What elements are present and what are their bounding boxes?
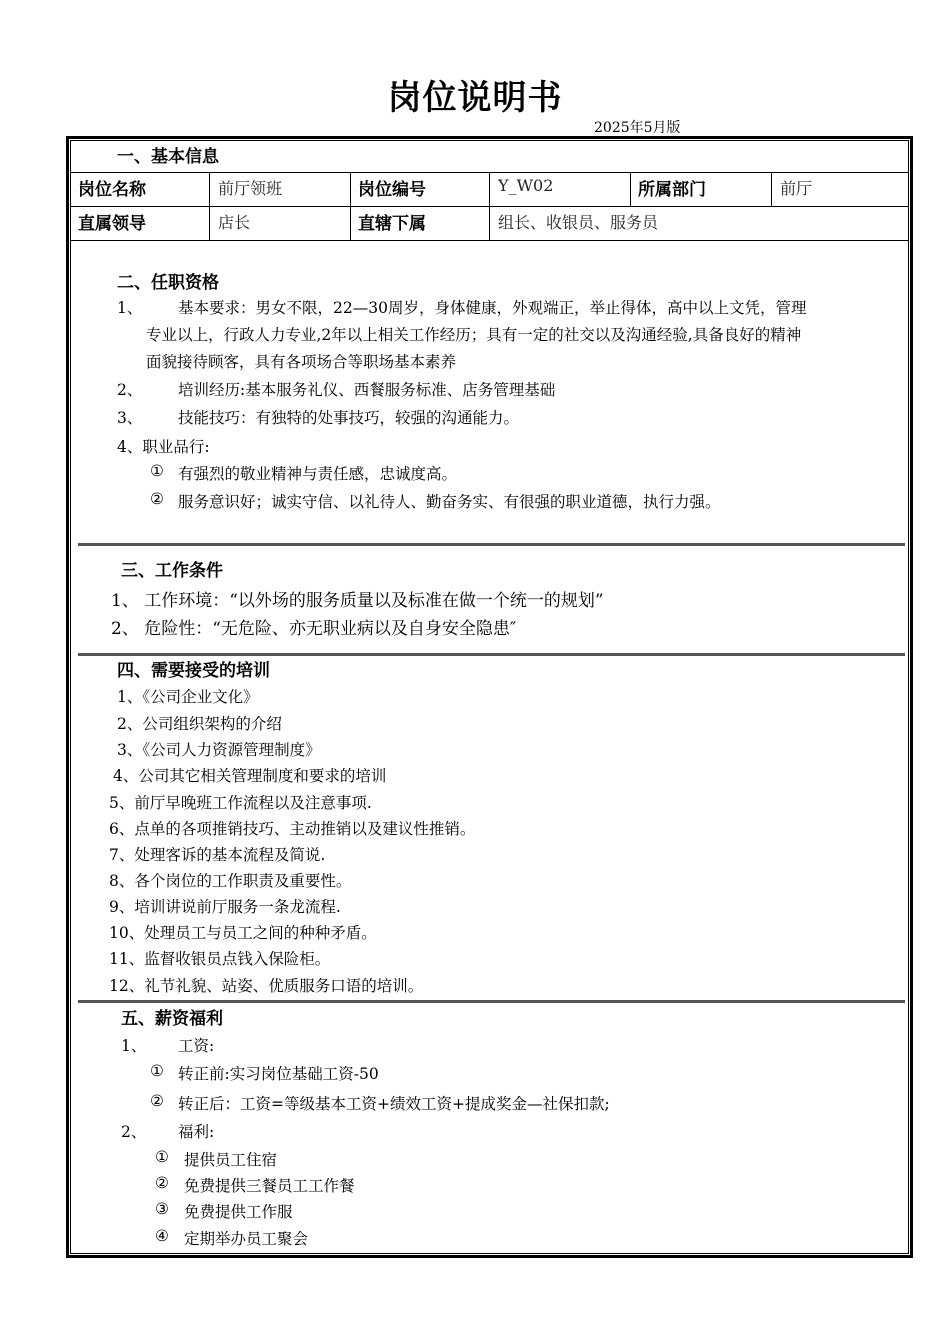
qualification-item-number: 1、 bbox=[117, 299, 143, 317]
wage-marker: ② bbox=[150, 1092, 164, 1110]
section-basic-info-heading: 一、基本信息 bbox=[117, 147, 219, 167]
qualification-basic-requirements-cont: 面貌接待顾客，具有各项场合等职场基本素养 bbox=[146, 353, 457, 371]
training-item: 1、《公司企业文化》 bbox=[117, 688, 259, 706]
training-item: 10、处理员工与员工之间的种种矛盾。 bbox=[109, 924, 377, 942]
salary-item-number: 2、 bbox=[121, 1123, 147, 1141]
edition-date: 2025年5月版 bbox=[594, 120, 681, 136]
table-column-divider bbox=[209, 172, 210, 240]
training-item: 4、公司其它相关管理制度和要求的培训 bbox=[113, 767, 387, 785]
section-qualification-heading: 二、任职资格 bbox=[117, 273, 219, 293]
benefit-item: 定期举办员工聚会 bbox=[184, 1230, 309, 1248]
qualification-training-experience: 培训经历:基本服务礼仪、西餐服务标准、店务管理基础 bbox=[178, 381, 556, 399]
benefit-marker: ③ bbox=[155, 1200, 169, 1218]
benefit-marker: ② bbox=[155, 1174, 169, 1192]
section-salary-heading: 五、薪资福利 bbox=[121, 1009, 223, 1029]
training-item: 11、监督收银员点钱入保险柜。 bbox=[109, 950, 331, 968]
position-code-label: 岗位编号 bbox=[358, 180, 426, 200]
section-training-heading: 四、需要接受的培训 bbox=[117, 661, 270, 681]
benefit-marker: ① bbox=[155, 1148, 169, 1166]
table-column-divider bbox=[350, 172, 351, 240]
conduct-item: 服务意识好；诚实守信、以礼待人、勤奋务实、有很强的职业道德，执行力强。 bbox=[178, 493, 721, 511]
table-column-divider bbox=[630, 172, 631, 206]
benefit-marker: ④ bbox=[155, 1227, 169, 1245]
training-item: 9、培训讲说前厅服务一条龙流程. bbox=[109, 898, 341, 916]
section-divider bbox=[78, 543, 905, 546]
wage-marker: ① bbox=[150, 1062, 164, 1080]
position-name-label: 岗位名称 bbox=[78, 180, 146, 200]
benefit-item: 免费提供三餐员工工作餐 bbox=[184, 1177, 355, 1195]
conduct-item: 有强烈的敬业精神与责任感，忠诚度高。 bbox=[178, 465, 458, 483]
training-item: 8、各个岗位的工作职责及重要性。 bbox=[109, 872, 352, 890]
position-code-value: Y_W02 bbox=[498, 176, 554, 195]
qualification-conduct: 4、职业品行: bbox=[117, 438, 210, 456]
wage-after-regular: 转正后：工资=等级基本工资+绩效工资+提成奖金—社保扣款; bbox=[178, 1095, 610, 1113]
condition-environment: 1、 工作环境：“以外场的服务质量以及标准在做一个统一的规划” bbox=[111, 591, 604, 611]
qualification-item-number: 2、 bbox=[117, 381, 143, 399]
condition-hazards: 2、 危险性：“无危险、亦无职业病以及自身安全隐患″ bbox=[111, 619, 517, 639]
table-divider bbox=[70, 240, 909, 241]
salary-benefit-label: 福利: bbox=[178, 1123, 215, 1141]
conduct-marker: ② bbox=[150, 490, 164, 508]
section-divider bbox=[78, 1000, 905, 1003]
qualification-skills: 技能技巧：有独特的处事技巧，较强的沟通能力。 bbox=[178, 409, 520, 427]
document-title: 岗位说明书 bbox=[387, 78, 563, 118]
conduct-marker: ① bbox=[150, 462, 164, 480]
subordinates-label: 直辖下属 bbox=[358, 214, 426, 234]
training-item: 2、公司组织架构的介绍 bbox=[117, 715, 282, 733]
qualification-item-number: 3、 bbox=[117, 409, 143, 427]
department-value: 前厅 bbox=[780, 179, 813, 198]
subordinates-value: 组长、收银员、服务员 bbox=[498, 213, 659, 232]
table-column-divider bbox=[489, 172, 490, 240]
salary-wage-label: 工资: bbox=[178, 1037, 215, 1055]
training-item: 7、处理客诉的基本流程及简说. bbox=[109, 846, 326, 864]
qualification-basic-requirements: 基本要求：男女不限，22—30周岁，身体健康，外观端正，举止得体，高中以上文凭，管理 bbox=[178, 299, 807, 317]
training-item: 3、《公司人力资源管理制度》 bbox=[117, 741, 321, 759]
position-name-value: 前厅领班 bbox=[218, 179, 283, 198]
table-column-divider bbox=[771, 172, 772, 206]
benefit-item: 免费提供工作服 bbox=[184, 1203, 293, 1221]
department-label: 所属部门 bbox=[638, 180, 706, 200]
training-item: 6、点单的各项推销技巧、主动推销以及建议性推销。 bbox=[109, 820, 476, 838]
section-conditions-heading: 三、工作条件 bbox=[121, 561, 223, 581]
training-item: 5、前厅早晚班工作流程以及注意事项. bbox=[109, 794, 372, 812]
benefit-item: 提供员工住宿 bbox=[184, 1151, 278, 1169]
qualification-basic-requirements-cont: 专业以上，行政人力专业,2年以上相关工作经历；具有一定的社交以及沟通经验,具备良好的精神 bbox=[146, 326, 802, 344]
supervisor-label: 直属领导 bbox=[78, 214, 146, 234]
salary-item-number: 1、 bbox=[121, 1037, 147, 1055]
training-item: 12、礼节礼貌、站姿、优质服务口语的培训。 bbox=[109, 977, 424, 995]
supervisor-value: 店长 bbox=[218, 213, 251, 232]
wage-before-regular: 转正前:实习岗位基础工资-50 bbox=[178, 1065, 379, 1083]
